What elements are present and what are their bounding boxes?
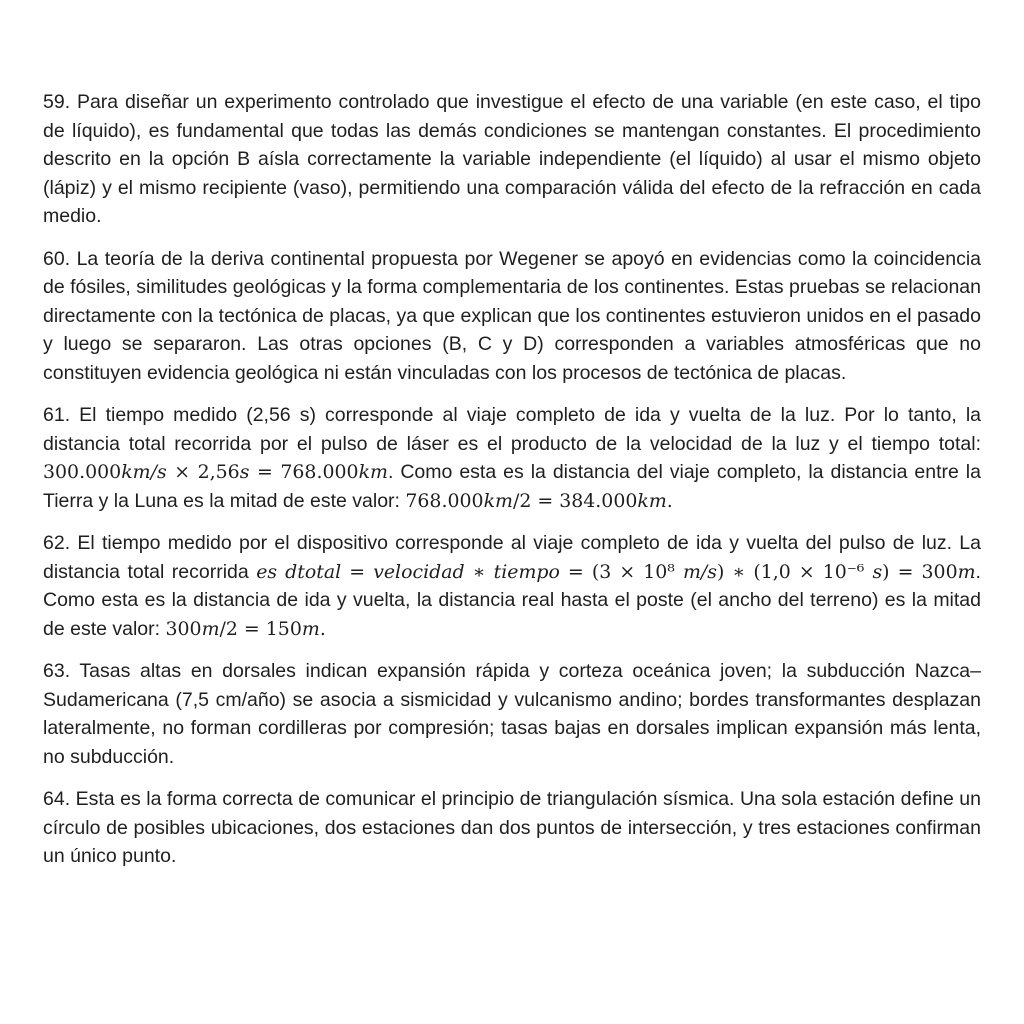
math-run: /2 = 384.000 <box>512 489 638 512</box>
math-run: km <box>358 461 388 483</box>
text-run: 62. El tiempo medido por el dispositivo corresponde al viaje completo de ida y vuelta del pulso de luz. La distancia total recorrida <box>43 532 981 583</box>
math-run: es dtotal <box>256 560 342 583</box>
math-run: 300 <box>165 617 202 640</box>
math-run: . <box>666 489 673 512</box>
math-run: s <box>239 461 250 483</box>
math-run: = <box>341 560 374 583</box>
math-run: m/s <box>682 560 717 583</box>
document-page <box>43 88 981 885</box>
math-run: ) ∗ (1,0 × 10⁻⁶ <box>716 560 873 583</box>
text-run: 64. Esta es la forma correcta de comunicar el principio de triangulación sísmica. Una sola estación define un círculo de posibles ubicaciones, dos estaciones dan dos puntos de intersección, y tres estaciones confirman un único punto. <box>43 788 981 867</box>
math-run: . <box>319 617 326 640</box>
text-run: 63. Tasas altas en dorsales indican expansión rápida y corteza oceánica joven; la subducción Nazca–Sudamericana (7,5 cm/año) se asocia a sismicidad y vulcanismo andino; bordes transformantes desplazan lateralmente, no forman cordilleras por compresión; tasas bajas en dorsales implican expansión más lenta, no subducción. <box>43 660 981 768</box>
text-run: 60. La teoría de la deriva continental propuesta por Wegener se apoyó en evidencias como la coincidencia de fósiles, similitudes geológicas y la forma complementaria de los continentes. Estas pruebas se relacionan directamente con la tectónica de placas, ya que explican que los continentes estuvieron unidos en el pasado y luego se separaron. Las otras opciones (B, C y D) corresponden a variables atmosféricas que no constituyen evidencia geológica ni están vinculadas con los procesos de tectónica de placas. <box>43 247 981 384</box>
math-run: m <box>301 617 320 640</box>
paragraph-64 <box>43 785 981 871</box>
math-run: = (3 × 10⁸ <box>559 560 683 583</box>
math-run: ) = 300 <box>882 560 958 583</box>
math-run: m <box>957 560 976 583</box>
paragraph-63 <box>43 657 981 771</box>
math-run: = 768.000 <box>249 461 359 483</box>
text-run: . Como esta es la distancia del viaje completo, la distancia entre la Tierra y la Luna es la mitad de este valor: <box>43 461 981 512</box>
math-run: velocidad <box>373 560 465 583</box>
math-run: s <box>872 560 883 583</box>
paragraph-60 <box>43 245 981 388</box>
text-run: 59. Para diseñar un experimento controlado que investigue el efecto de una variable (en este caso, el tipo de líquido), es fundamental que todas las demás condiciones se mantengan constantes. El procedimiento descrito en la opción B aísla correctamente la variable independiente (el líquido) al usar el mismo objeto (lápiz) y el mismo recipiente (vaso), permitiendo una comparación válida del efecto de la refracción en cada medio. <box>43 91 981 227</box>
math-run: km <box>483 489 513 512</box>
paragraph-61 <box>43 401 981 515</box>
math-run: km/s <box>121 461 167 483</box>
math-run: tiempo <box>493 560 560 583</box>
math-run: ∗ <box>464 560 494 583</box>
math-run: /2 = 150 <box>219 617 302 640</box>
text-run: 61. El tiempo medido (2,56 s) corresponde al viaje completo de ida y vuelta de la luz. Por lo tanto, la distancia total recorrida por el pulso de láser es el producto de la velocidad de la luz y el tiempo total: <box>43 404 981 455</box>
math-run: × 2,56 <box>166 461 240 483</box>
paragraph-62 <box>43 529 981 643</box>
math-run: 300.000 <box>43 461 122 483</box>
text-run: . Como esta es la distancia de ida y vuelta, la distancia real hasta el poste (el ancho del terreno) es la mitad de este valor: <box>43 560 981 640</box>
math-run: m <box>201 617 220 640</box>
paragraph-59 <box>43 88 981 231</box>
math-run: 768.000 <box>405 489 484 512</box>
math-run: km <box>637 489 667 512</box>
